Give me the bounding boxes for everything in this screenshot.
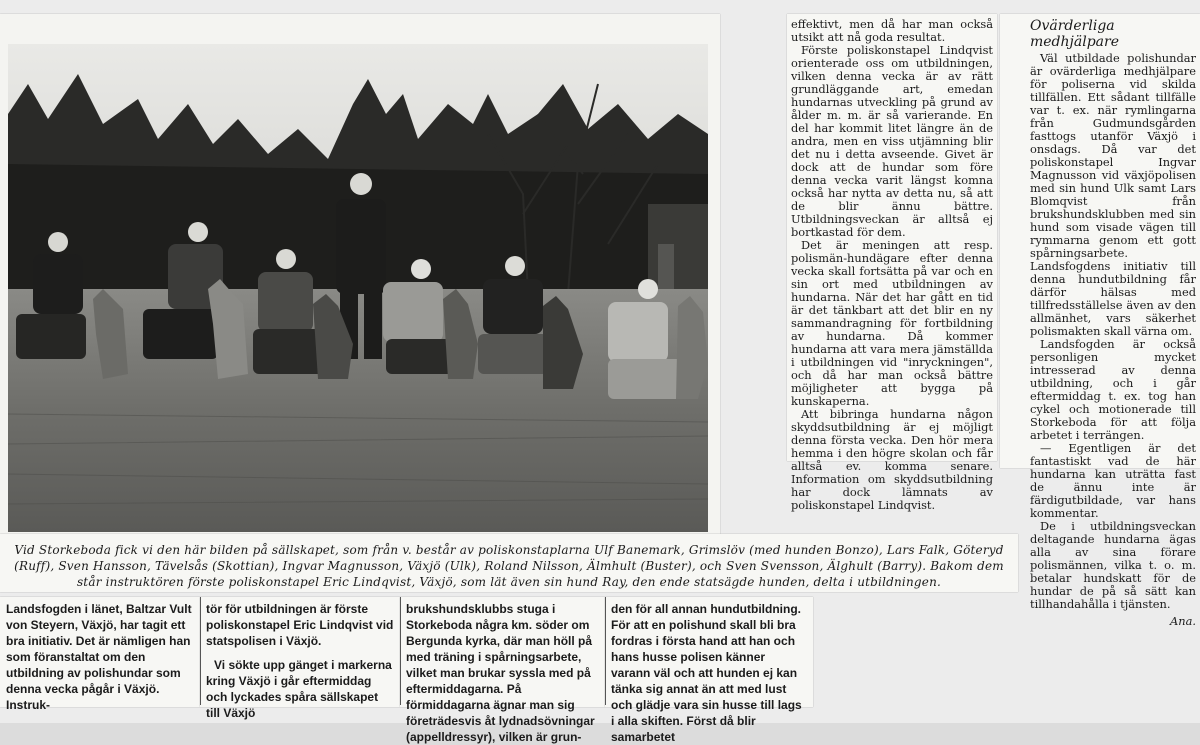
article-column-b	[1000, 14, 1200, 628]
column-divider	[605, 597, 606, 705]
article-column-a	[787, 14, 997, 512]
column-b-paragraph: Väl utbildade polishundar är ovärderliga medhjälpare för poliserna vid skilda tillfällen. Ett sådant tillfälle var t. ex. när rymlingarna från Gudmundsgården fasttogs utanför Växjö i onsdags. Då var det poliskonstapel Ingvar Magnusson vid växjöpolisen med sin hund Ulk samt Lars Blomqvist från brukshundsklubben med sin hund som visade vägen till rymmarna genom ett gott spårningsarbete. Landsfogdens initiativ till denna hundutbildning får därför hälsas med tillfredsställelse även av den allmänhet, vars säkerhet polismakten skall värna om.	[1030, 51, 1196, 338]
bottom-column-1: Landsfogden i länet, Baltzar Vult von Steyern, Växjö, har tagit ett bra initiativ. Det är nämligen han som föranstaltat om den utbildning av polishundar som denna vecka pågår i Växjö. Instruk-	[0, 597, 200, 707]
group-photo-icon	[8, 44, 708, 532]
column-a-paragraph: effektivt, men då har man också utsikt att nå goda resultat.	[791, 17, 993, 44]
bottom-column-2-paragraph: tör för utbildningen är förste poliskonstapel Eric Lindqvist vid statspolisen i Växjö.	[206, 602, 394, 648]
column-a-paragraph: Att bibringa hundarna någon skyddsutbildning är ej möjligt denna första vecka. Den hör mera hemma i den högre skolan och får alltså ev. komma senare. Information om skyddsutbildning har dock lämnats av poliskonstapel Lindqvist.	[791, 407, 993, 512]
signature: Ana.	[1170, 614, 1196, 628]
column-divider	[200, 597, 201, 705]
column-b-paragraph: Landsfogden är också personligen mycket intresserad av denna utbildning, och i går eftermiddag t. ex. tog han cykel och motionerade till Storkeboda för att följa arbetet i terrängen.	[1030, 337, 1196, 442]
bottom-column-4: den för all annan hundutbildning. För att en polishund skall bli bra fordras i första hand att han och hans husse polisen känner varann väl och att hunden ej kan tänka sig annat än att med lust och glädje vara sin husse till lags i alla skiften. Först då blir samarbetet	[605, 597, 813, 707]
photo-clipping	[0, 14, 720, 534]
column-a-paragraph: Det är meningen att resp. polismän-hundägare efter denna vecka skall fortsätta på var och en sin ort med utbildningen av hundarna. När det har gått en tid är det tänkbart att det blir en ny sammandragning för fortbildning av hundarna. Då kommer hundarna att vara mera jämställda i utbildningen vid "inryckningen", och då har man också bättre möjligheter att bygga på kunskaperna.	[791, 238, 993, 408]
column-b-paragraph: — Egentligen är det fantastiskt vad de här hundarna kan uträtta fast de ännu inte är färdigutbildade, var hans kommentar.	[1030, 441, 1196, 520]
bottom-column-2-paragraph: Vi sökte upp gänget i markerna kring Växjö i går eftermiddag och lyckades spåra sällskapet till Växjö	[206, 658, 392, 720]
bottom-column-2	[200, 597, 400, 720]
photo-caption: Vid Storkeboda fick vi den här bilden på sällskapet, som från v. består av poliskonstaplarna Ulf Banemark, Grimslöv (med hunden Bonzo), Lars Falk, Göteryd (Ruff), Sven Hansson, Tävelsås (Skottian), Ingvar Magnusson, Växjö (Ulk), Roland Nilsson, Älmhult (Buster), och Sven Svensson, Älghult (Barry). Bakom dem står instruktören förste poliskonstapel Eric Lindqvist, Växjö, som lät även sin hund Ray, den ende statsägde hunden, delta i utbildningen.	[0, 534, 1018, 592]
column-b-heading: Ovärderliga medhjälpare	[1030, 18, 1119, 50]
column-a-paragraph: Förste poliskonstapel Lindqvist orienterade oss om utbildningen, vilken denna vecka är av rätt grundläggande art, emedan hundarnas utveckling på grund av ålder m. m. är så varierande. En del har kommit litet längre än de andra, men en viss utjämning blir det nu i detta avseende. Givet är dock att de hundar som före denna vecka varit längst komna också har nytta av detta nu, så att de blir ännu bättre. Utbildningsveckan är alltså ej bortkastad för dem.	[791, 43, 993, 239]
bottom-column-3: brukshundsklubbs stuga i Storkeboda några km. söder om Bergunda kyrka, där man höll på med träning i spårningsarbete, vilket man brukar syssla med på eftermiddagarna. På förmiddagarna ägnar man sig företrädesvis åt lydnadsövningar (appelldressyr), vilken är grun-	[400, 597, 605, 707]
column-b-paragraph: De i utbildningsveckan deltagande hundarna ägas alla av sina förare polismännen, vilka t. o. m. betalar hundskatt för de hundar de på så sätt kan tillhandahålla i tjänsten.	[1030, 519, 1196, 611]
column-divider	[400, 597, 401, 705]
